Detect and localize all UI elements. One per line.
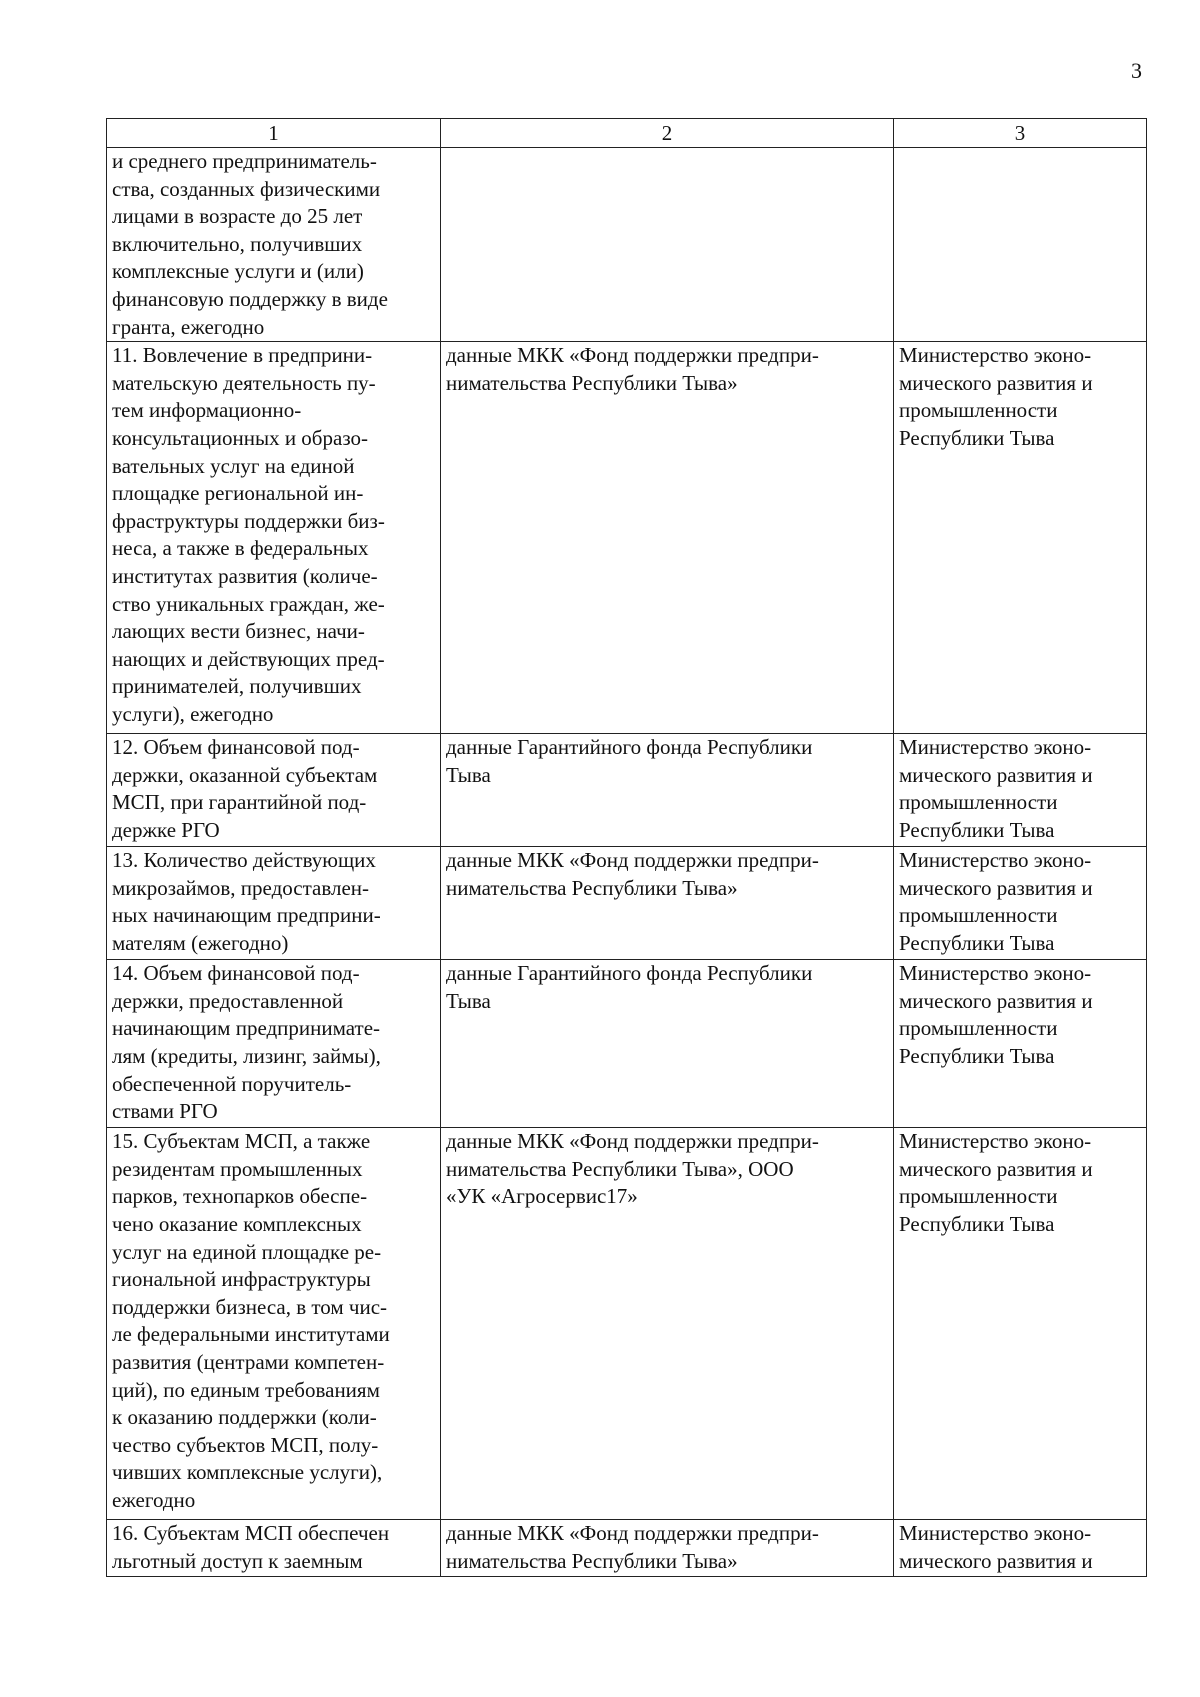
source-cell [441,847,894,960]
indicator-text: 12. Объем финансовой под- держки, оказанной субъектам МСП, при гарантийной под- держке РГО [112,735,378,842]
responsible-text: Министерство эконо- мического развития и промышленности Республики Тыва [899,343,1093,450]
indicators-table [106,118,1147,1577]
responsible-cell [894,1128,1147,1520]
responsible-cell [894,847,1147,960]
indicator-text: 16. Субъектам МСП обеспечен льготный доступ к заемным [112,1521,390,1573]
source-text: данные МКК «Фонд поддержки предпри- нимательства Республики Тыва» [446,1521,819,1573]
table-header-row [107,119,1147,148]
table-row [107,342,1147,734]
source-text: данные МКК «Фонд поддержки предпри- нимательства Республики Тыва» [446,848,819,900]
indicator-cell [107,148,441,342]
table-row [107,847,1147,960]
indicator-text: и среднего предприниматель- ства, созданных физическими лицами в возрасте до 25 лет включительно, получивших комплексные услуги и (или) финансовую поддержку в виде гранта, ежегодно [112,149,388,339]
source-text: данные МКК «Фонд поддержки предпри- нимательства Республики Тыва», ООО «УК «Агросервис17» [446,1129,819,1209]
indicator-cell [107,1520,441,1577]
indicator-cell [107,734,441,847]
responsible-cell [894,960,1147,1128]
source-cell [441,960,894,1128]
indicator-cell [107,960,441,1128]
column-header-1: 1 [107,119,441,148]
page-number: 3 [1131,58,1142,83]
responsible-cell [894,342,1147,734]
indicator-cell [107,1128,441,1520]
responsible-cell [894,734,1147,847]
table-row [107,148,1147,342]
indicator-text: 13. Количество действующих микрозаймов, предоставлен- ных начинающим предприни- мателям (ежегодно) [112,848,381,955]
column-header-3: 3 [894,119,1147,148]
table-row [107,1520,1147,1577]
responsible-text: Министерство эконо- мического развития и промышленности Республики Тыва [899,848,1093,955]
indicator-cell [107,342,441,734]
responsible-text: Министерство эконо- мического развития и промышленности Республики Тыва [899,1129,1093,1236]
indicator-cell [107,847,441,960]
source-cell [441,1520,894,1577]
source-cell [441,1128,894,1520]
responsible-text: Министерство эконо- мического развития и промышленности Республики Тыва [899,735,1093,842]
indicator-text: 11. Вовлечение в предприни- мательскую деятельность пу- тем информационно- консультационных и образо- вательных услуг на единой площадке региональной ин- фраструктуры поддержки биз- неса, а также в федеральных институтах развития (количе- ство уникальных граждан, же- лающих вести бизнес, начи- нающих и действующих пред- принимателей, получивших услуги), ежегодно [112,343,385,726]
indicator-text: 15. Субъектам МСП, а также резидентам промышленных парков, технопарков обеспе- чено оказание комплексных услуг на единой площадке ре- гиональной инфраструктуры поддержки бизнеса, в том чис- ле федеральными институтами развития (центрами компетен- ций), по единым требованиям к оказанию поддержки (коли- чество субъектов МСП, полу- чивших комплексные услуги), ежегодно [112,1129,390,1512]
source-text: данные МКК «Фонд поддержки предпри- нимательства Республики Тыва» [446,343,819,395]
column-header-2: 2 [441,119,894,148]
source-text: данные Гарантийного фонда Республики Тыва [446,735,813,787]
responsible-text: Министерство эконо- мического развития и промышленности Республики Тыва [899,961,1093,1068]
source-cell [441,734,894,847]
indicator-text: 14. Объем финансовой под- держки, предоставленной начинающим предпринимате- лям (кредиты, лизинг, займы), обеспеченной поручитель- ствами РГО [112,961,381,1124]
table-row [107,960,1147,1128]
source-cell [441,342,894,734]
responsible-cell [894,148,1147,342]
responsible-cell [894,1520,1147,1577]
table-row [107,1128,1147,1520]
source-text: данные Гарантийного фонда Республики Тыва [446,961,813,1013]
table-row [107,734,1147,847]
responsible-text: Министерство эконо- мического развития и [899,1521,1093,1573]
source-cell [441,148,894,342]
